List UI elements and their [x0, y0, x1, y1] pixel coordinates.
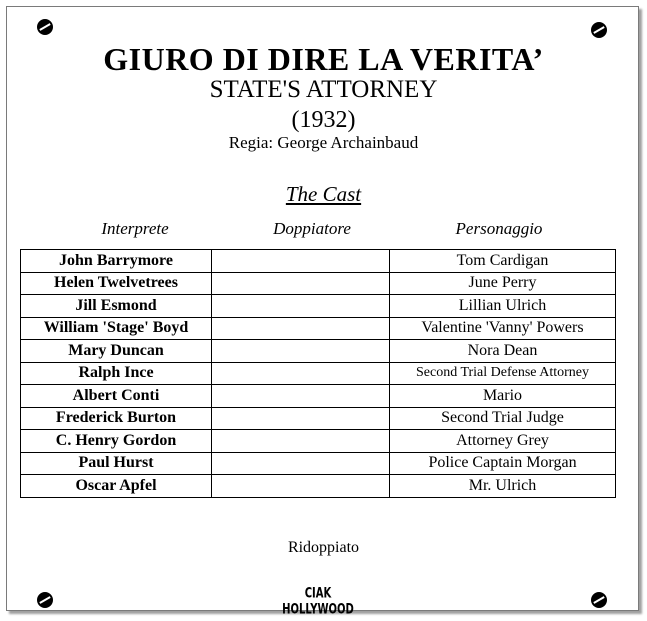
- dubber-cell: [212, 430, 390, 453]
- table-row: [21, 272, 616, 295]
- dubber-cell: [212, 295, 390, 318]
- director-credit: Regia: George Archainbaud: [228, 133, 419, 152]
- film-title: GIURO DI DIRE LA VERITA’: [103, 41, 544, 77]
- dubber-cell: [212, 340, 390, 363]
- cast-heading: The Cast: [285, 182, 362, 206]
- table-row: [21, 317, 616, 340]
- role-cell: Attorney Grey: [390, 430, 616, 453]
- table-row: [21, 407, 616, 430]
- original-title: STATE'S ATTORNEY: [209, 76, 438, 103]
- table-row: [21, 385, 616, 408]
- table-row: [21, 250, 616, 273]
- screw-icon: [37, 19, 53, 35]
- dubber-cell: [212, 362, 390, 385]
- actor-cell: Ralph Ince: [21, 362, 212, 385]
- actor-cell: Paul Hurst: [21, 452, 212, 475]
- table-row: [21, 452, 616, 475]
- actor-cell: Albert Conti: [21, 385, 212, 408]
- role-cell: Second Trial Judge: [390, 407, 616, 430]
- column-header-actor: Interprete: [101, 219, 169, 238]
- actor-cell: Jill Esmond: [21, 295, 212, 318]
- actor-cell: William 'Stage' Boyd: [21, 317, 212, 340]
- screw-icon: [591, 22, 607, 38]
- actor-cell: Oscar Apfel: [21, 475, 212, 498]
- actor-cell: Frederick Burton: [21, 407, 212, 430]
- role-cell: Mario: [390, 385, 616, 408]
- ridoppiato-note: Ridoppiato: [287, 539, 360, 556]
- dubber-cell: [212, 250, 390, 273]
- table-row: [21, 362, 616, 385]
- actor-cell: Mary Duncan: [21, 340, 212, 363]
- table-row: [21, 340, 616, 363]
- dubber-cell: [212, 272, 390, 295]
- dubber-cell: [212, 407, 390, 430]
- release-year: (1932): [291, 107, 356, 133]
- actor-cell: John Barrymore: [21, 250, 212, 273]
- dubber-cell: [212, 385, 390, 408]
- dubber-cell: [212, 452, 390, 475]
- column-header-dubber: Doppiatore: [273, 219, 351, 238]
- screw-icon: [591, 592, 607, 608]
- table-row: [21, 430, 616, 453]
- role-cell: Lillian Ulrich: [390, 295, 616, 318]
- table-row: [21, 295, 616, 318]
- role-cell: Tom Cardigan: [390, 250, 616, 273]
- role-cell: Nora Dean: [390, 340, 616, 363]
- dubber-cell: [212, 475, 390, 498]
- role-cell: Mr. Ulrich: [390, 475, 616, 498]
- role-cell: Police Captain Morgan: [390, 452, 616, 475]
- screw-icon: [37, 592, 53, 608]
- ciak-hollywood-logo: CIAK HOLLYWOOD: [282, 586, 354, 618]
- dubber-cell: [212, 317, 390, 340]
- role-cell: June Perry: [390, 272, 616, 295]
- cast-table: [20, 249, 616, 498]
- role-cell: Second Trial Defense Attorney: [390, 362, 616, 385]
- column-header-role: Personaggio: [455, 219, 543, 238]
- role-cell: Valentine 'Vanny' Powers: [390, 317, 616, 340]
- actor-cell: C. Henry Gordon: [21, 430, 212, 453]
- actor-cell: Helen Twelvetrees: [21, 272, 212, 295]
- table-row: [21, 475, 616, 498]
